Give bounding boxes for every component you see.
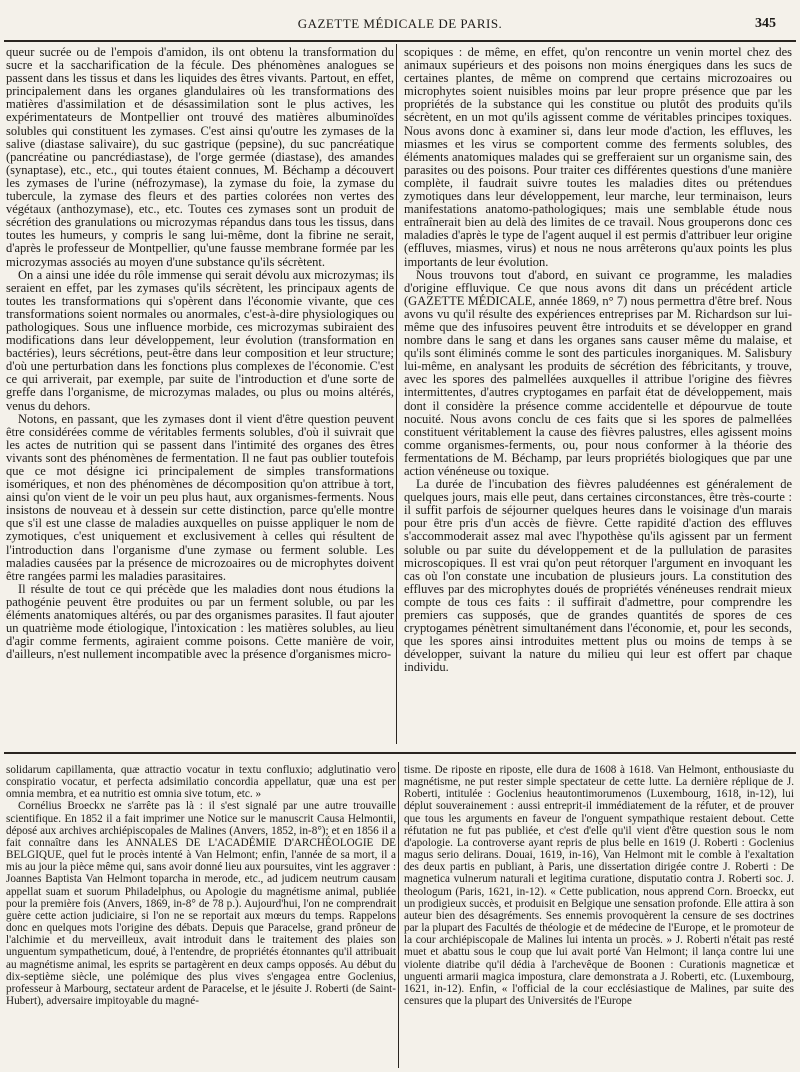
header-rule [4, 40, 796, 42]
paragraph: queur sucrée ou de l'empois d'amidon, ils ont obtenu la transformation du sucre et la saccharification de la fécule. Des phénomènes analogues se passent dans les tissus et dans les liquides des êtres vivants. Partout, en effet, principalement dans les organes glandulaires où les transformations des matières d'assimilation et de désassimilation sont le plus actives, les expérimentateurs de Montpellier ont trouvé des matières albuminoïdes solubles qui constituent les zymases. C'est ainsi qu'outre les zymases de la salive (diastase salivaire), du suc gastrique (pepsine), du suc pancréatique (pancréatine ou pancrédiastase), de l'orge germée (diastase), des amandes (synaptase), etc., etc., qui toutes étaient connues, M. Béchamp a découvert les zymases de l'urine (néfrozymase), la zymase du foie, la zymase du tubercule, la zymase des fleurs et des parties colorées non vertes des végétaux (anthozymase), etc., etc. Toutes ces zymases sont un produit de sécrétion des granulations ou microzymas répandus dans tous les tissus, dans toutes les humeurs, y compris le sang lui-même, dont la fibrine ne serait, d'après le professeur de Montpellier, qu'une fausse membrane formée par les microzymas associés au moyen d'une substance qu'ils sécrètent. [6, 46, 394, 269]
paragraph: Notons, en passant, que les zymases dont il vient d'être question peuvent être considérées comme de véritables ferments solubles, d'où il suivrait que les actes de nutrition qui se passent dans l'intimité des organes des êtres vivants sont des phénomènes de fermentation. Il ne faut pas oublier toutefois que ce mot désigne ici principalement de simples transformations isomériques, et non des phénomènes de décomposition qu'on attribue à tort, ainsi qu'on vient de le voir un peu plus haut, aux organismes-ferments. Nous insistons de nouveau et à dessein sur cette distinction, parce qu'elle montre que s'il est une classe de maladies auxquelles on puisse appliquer le nom de zymotiques, c'est uniquement et exclusivement à celles qui résultent de l'introduction dans l'organisme d'une zymase ou ferment soluble. Les maladies causées par la présence de microzoaires ou de microphytes doivent être rangées parmi les maladies parasitaires. [6, 411, 394, 583]
paragraph: solidarum capillamenta, quæ attractio vocatur in textu confluxio; adglutinatio vero conspiratio vocatur, et perfecta adsimilatio concordia appellatur, quæ una est per omnia membra, et ea nutritio est omnia sive totum, etc. » [6, 764, 396, 801]
feuilleton-column-left [6, 764, 396, 1066]
main-column-right [404, 46, 792, 746]
main-column-left [6, 46, 394, 746]
paragraph: Cornélius Broeckx ne s'arrête pas là : il s'est signalé par une autre trouvaille scientifique. En 1852 il a fait imprimer une Notice sur le manuscrit Causa Helmontii, déposé aux archives archiépiscopales de Malines (Anvers, 1852, in-8°); et en 1856 il a fait connaître dans les ANNALES DE L'ACADÉMIE D'ARCHÉOLOGIE DE BELGIQUE, quel fut le procès intenté à Van Helmont; enfin, l'année de sa mort, il a mis au jour la pièce même qui, sans avoir donné lieu aux poursuites, vint les aggraver : Joannes Baptista Van Helmont toparcha in merode, etc., ad judicem neutrum causam appellat suam et suorum Philadelphus, ou Apologie du magnétisme animal, publiée pour la première fois (Anvers, 1869, in-8° de 78 p.). Aujourd'hui, l'on ne comprendrait guère cette action judiciaire, si l'on ne se reportait aux mœurs du temps. Rappelons donc en quelques mots l'origine des débats. Depuis que Paracelse, grand prôneur de l'alchimie et du merveilleux, avait introduit dans le traitement des plaies son unguentum sympatheticum, doué, à l'entendre, de propriétés étonnantes qu'il attribuait au magnétisme animal, les esprits se partagèrent en deux camps opposés. Au début du dix-septième siècle, une polémique des plus vives s'engagea entre Goclenius, professeur à Marbourg, sectateur ardent de Paracelse, et le jésuite J. Roberti (de Saint-Hubert), adversaire impitoyable du magné- [6, 800, 396, 1007]
page-number: 345 [755, 16, 776, 31]
journal-title: GAZETTE MÉDICALE DE PARIS. [297, 16, 503, 31]
paragraph: tisme. De riposte en riposte, elle dura de 1608 à 1618. Van Helmont, enthousiaste du magnétisme, ne put rester simple spectateur de cette lutte. La dernière réplique de J. Roberti, intitulée : Goclenius heautontimorumenos (Luxembourg, 1618, in-12), lui déplut souverainement : aussi entreprit-il immédiatement de la réfuter, et de prouver que tous les arguments en faveur de l'onguent sympathique restaient debout. Cette réfutation ne fut pas publiée, et c'est d'elle qu'il vient d'être question sous le nom d'apologie. La controverse ayant repris de plus belle en 1619 (J. Roberti : Goclenius magus serio delirans. Douai, 1619, in-16), Van Helmont mit le comble à l'exaltation des deux partis en publiant, à Paris, une dissertation dirigée contre J. Roberti : De magnetica vulnerum naturali et legitima curatione, disputatio contra J. Roberti soc. J. theologum (Paris, 1621, in-12). « Cette publication, nous apprend Corn. Broeckx, eut un prodigieux succès, et produisit en Belgique une sensation profonde. Elle attira à son auteur bien des désagréments. Ses ennemis provoquèrent la censure de ses doctrines par la plupart des Facultés de théologie et de médecine de l'Europe, et le promoteur de la cour archiépiscopale de Malines lui intenta un procès. » J. Roberti n'était pas resté muet et abattu sous le coup que lui avait porté Van Helmont; il lança contre lui une violente diatribe qu'il dédia à l'archevêque de Boonen : Curationis magneticæ et unguenti armarii magica impostura, clare demonstrata a J. Roberti, etc. (Luxembourg, 1621, in-12). Enfin, « l'official de la cour ecclésiastique de Malines, par suite des censures que la plupart des Universités de l'Europe [404, 764, 794, 1007]
paragraph: Il résulte de tout ce qui précède que les maladies dont nous étudions la pathogénie peuvent être produites ou par un ferment soluble, ou par les éléments anatomiques altérés, ou par des organismes parasites. Il faut ajouter un quatrième mode étiologique, l'intoxication : les matières solubles, au lieu d'agir comme ferments, agiraient comme poisons. Cette manière de voir, d'ailleurs, n'est nullement incompatible avec la présence d'organismes micro- [6, 581, 394, 662]
running-header [0, 14, 800, 38]
feuilleton-column-right [404, 764, 794, 1066]
column-divider [396, 44, 397, 744]
paragraph: scopiques : de même, en effet, qu'on rencontre un venin mortel chez des animaux supérieurs et des poisons non moins énergiques dans les sucs de certaines plantes, de même on comprend que certains microzoaires ou microphytes soient nuisibles moins par leur propre présence que par les propriétés de la substance qui les constitue ou plutôt des produits qu'ils sécrètent, en un mot qu'ils agissent comme de véritables principes toxiques. Nous avons donc à examiner si, dans leur mode d'action, les effluves, les miasmes et les virus se comportent comme des ferments solubles, des éléments anatomiques malades qui se grefferaient sur un organisme sain, des parasites ou des poisons. Pour traiter ces différentes questions d'une manière complète, il faudrait suivre toutes les maladies dites ou prétendues zymotiques dans leur développement, leur marche, leur terminaison, leurs manifestations anatomo-pathologiques; mais une semblable étude nous entraînerait bien au delà des limites de ce travail. Nous grouperons donc ces maladies d'après le type de l'agent auquel il est permis d'attribuer leur origine (effluves, miasmes, virus) et nous ne nous arrêterons qu'aux points les plus importants de leur évolution. [404, 46, 792, 269]
paragraph: Nous trouvons tout d'abord, en suivant ce programme, les maladies d'origine effluvique. Ce que nous avons dit dans un précédent article (GAZETTE MÉDICALE, année 1869, n° 7) nous permettra d'être bref. Nous avons vu qu'il résulte des expériences entreprises par M. Richardson sur lui-même que des infusoires peuvent être introduits et se développer en grand nombre dans le sang et dans les organes sans causer même du malaise, et qu'ils sont éliminés comme le sont des particules inorganiques. M. Salisbury lui-même, en analysant les produits de sécrétion des fébricitants, y trouve, avec les spores des palmellées auxquelles il attribue l'origine des fièvres intermittentes, d'autres cryptogames en parfait état de développement, mais dont il considère la présence comme accidentelle et dépourvue de toute nocuité. Nous avons conclu de ces faits que si les spores de palmellées constituent véritablement la cause des fièvres palustres, elles agissent moins comme organismes-ferments, ou, pour nous conformer à la théorie des fermentations de M. Béchamp, par leurs propriétés biologiques que par une action vénéneuse ou toxique. [404, 267, 792, 478]
paragraph: On a ainsi une idée du rôle immense qui serait dévolu aux microzymas; ils seraient en effet, par les zymases qu'ils sécrètent, les principaux agents de toutes les transformations qui s'opèrent dans l'économie vivante, que ces transformations soient normales ou anormales, c'est-à-dire physiologiques ou pathologiques. Sous une influence morbide, ces microzymas subiraient des modifications dans leur développement, leur évolution (transformation en bactéries), leurs sécrétions, peut-être dans leur composition et leur structure; d'où une perturbation dans les fonctions plus complexes de l'économie. C'est ce qui arriverait, par exemple, par suite de l'introduction et d'une sorte de greffe dans l'organisme, de microzymas malades, ou plus ou moins altérés, venus du dehors. [6, 267, 394, 413]
feuilleton-column-divider [398, 762, 399, 1068]
paragraph: La durée de l'incubation des fièvres paludéennes est généralement de quelques jours, mais elle peut, dans certaines circonstances, être très-courte : il suffit parfois de séjourner quelques heures dans le voisinage d'un marais pour être pris d'un accès de fièvre. Cette rapidité d'action des effluves s'accommoderait assez mal avec l'hypothèse qu'ils agissent par un ferment soluble ou par suite du développement et de la pullulation de parasites microscopiques. Il est vrai qu'on peut rétorquer l'argument en invoquant les cas où l'on constate une incubation de plusieurs jours. La constitution des effluves par des microphytes doués de propriétés vénéneuses rendrait mieux compte de tous ces faits : il suffirait d'admettre, pour comprendre les premiers cas supposés, que de grandes quantités de spores de ces cryptogames pénètrent simultanément dans l'économie, et, pour les seconds, que les spores ainsi introduites mettent plus ou moins de temps à se développer, suivant la nature du milieu qui leur est offert par chaque individu. [404, 477, 792, 675]
feuilleton-rule [4, 752, 796, 754]
